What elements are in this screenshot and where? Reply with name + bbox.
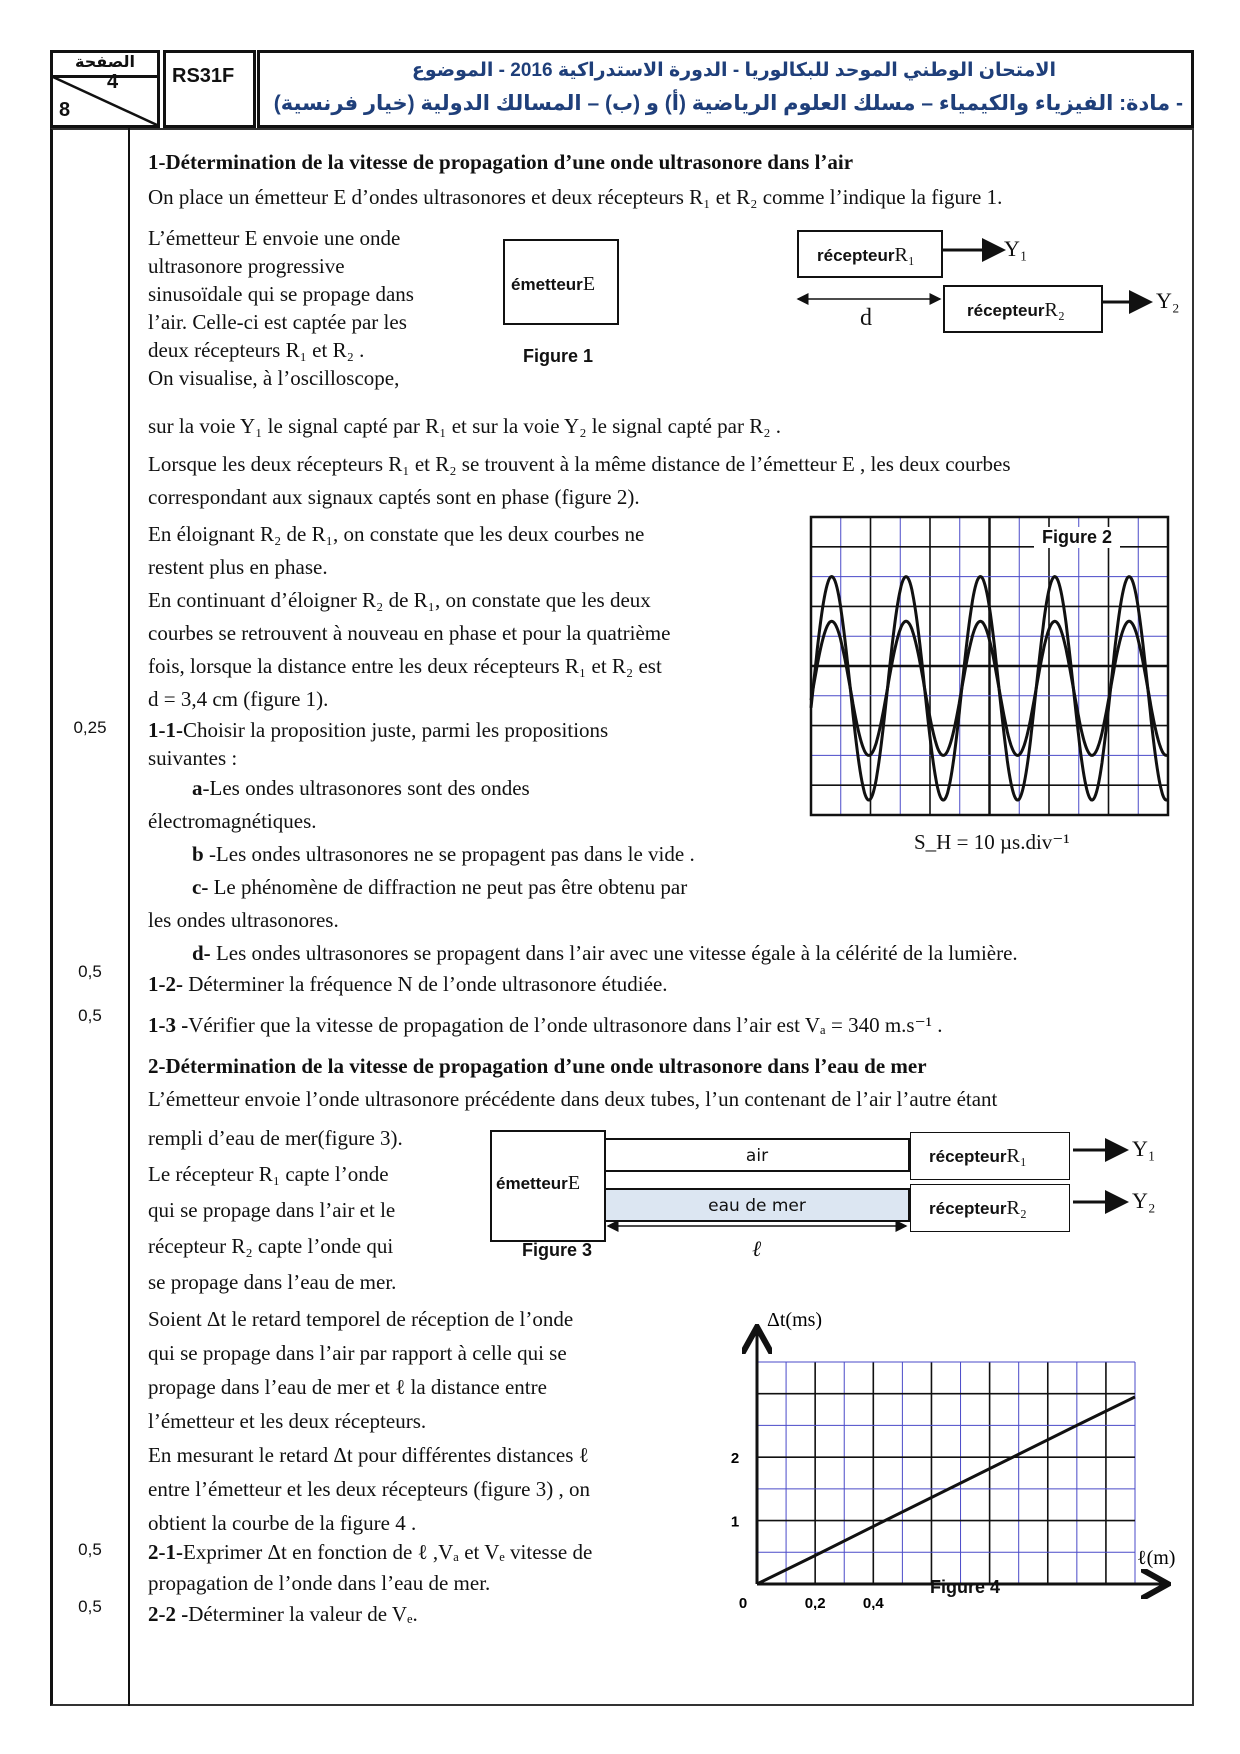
exam-code-box: [163, 50, 256, 128]
figure3-arrows: [600, 1130, 1160, 1250]
question-text: Vérifier que la vitesse de propagation de l’onde ultrasonore dans l’air est Vₐ = 340 m.s⁻¹ .: [188, 1013, 943, 1037]
question-number: 1-1-: [148, 718, 183, 742]
x-axis-label: ℓ(m): [1137, 1547, 1176, 1569]
question-2-1-cont: propagation de l’onde dans l’eau de mer.: [148, 1571, 491, 1595]
y-axis-label: Δt(ms): [767, 1310, 823, 1331]
x-tick-label: 0: [738, 1595, 748, 1610]
part1-paragraph1: [148, 224, 414, 392]
score-column: [50, 128, 130, 1706]
exam-code: RS31F: [172, 65, 235, 87]
figure1-emitter-box: [503, 239, 619, 325]
score-q1-1: 0,25: [73, 718, 107, 737]
text-line: se propage dans l’eau de mer.: [148, 1270, 397, 1294]
question-number: 2-1-: [148, 1540, 183, 1564]
score-q2-1: 0,5: [78, 1540, 102, 1559]
question-number: 1-2-: [148, 972, 183, 996]
receiver1-symbol: R₁: [1006, 1145, 1027, 1167]
question-text: Déterminer la valeur de Vₑ.: [188, 1602, 418, 1626]
emitter-symbol: E: [567, 1172, 581, 1194]
exam-title-line1: الامتحان الوطني الموحد للبكالوريا - الدورة الاستدراكية 2016 - الموضوع: [411, 60, 1056, 81]
text-line: sinusoïdale qui se propage dans: [148, 282, 414, 306]
text-line: Le récepteur R₁ capte l’onde: [148, 1162, 389, 1186]
part1-paragraph4: [148, 518, 670, 716]
emitter-text: émetteur: [511, 275, 583, 294]
x-tick-label: 0,2: [804, 1595, 826, 1610]
text-line: On visualise, à l’oscilloscope,: [148, 366, 400, 390]
part2-heading: 2-Détermination de la vitesse de propagation d’une onde ultrasonore dans l’eau de mer: [148, 1054, 927, 1078]
x-tick-label: 0,4: [862, 1595, 884, 1610]
question-text: Choisir la proposition juste, parmi les propositions: [183, 718, 609, 742]
receiver1-text: récepteur: [929, 1147, 1007, 1166]
receiver2-text: récepteur: [929, 1199, 1007, 1218]
emitter-symbol: E: [582, 273, 596, 295]
text-line: fois, lorsque la distance entre les deux récepteurs R₁ et R₂ est: [148, 654, 662, 678]
figure3-length-label: ℓ: [752, 1236, 762, 1261]
tube-water-label: eau de mer: [708, 1196, 806, 1216]
option-letter: c-: [192, 875, 209, 899]
figure2-sensitivity: S_H = 10 µs.div⁻¹: [914, 830, 1070, 854]
option-text: Le phénomène de diffraction ne peut pas être obtenu par: [208, 875, 688, 899]
text-line: d = 3,4 cm (figure 1).: [148, 687, 329, 711]
emitter-text: émetteur: [496, 1174, 568, 1193]
option-a-cont: électromagnétiques.: [148, 809, 317, 833]
figure2-label: Figure 2: [1034, 527, 1120, 548]
text-line: récepteur R₂ capte l’onde qui: [148, 1234, 394, 1258]
figure1-arrows: [790, 235, 1190, 345]
text-line: L’émetteur E envoie une onde: [148, 226, 401, 250]
question-2-1: [148, 1540, 592, 1564]
question-text: Exprimer Δt en fonction de ℓ ,Vₐ et Vₑ vitesse de: [183, 1540, 593, 1564]
emitter-label: [511, 273, 595, 296]
part2-intro: L’émetteur envoie l’onde ultrasonore précédente dans deux tubes, l’un contenant de l’air l’autre étant: [148, 1087, 998, 1111]
figure3-label: Figure 3: [522, 1240, 593, 1260]
question-number: 1-3 -: [148, 1013, 189, 1037]
receiver2-symbol: R₂: [1006, 1197, 1027, 1219]
exam-title-line2: - مادة: الفيزياء والكيمياء – مسلك العلوم الرياضية (أ) و (ب) – المسالك الدولية (خيار فرنسية): [273, 92, 1183, 115]
part1-intro: On place un émetteur E d’ondes ultrasonores et deux récepteurs R₁ et R₂ comme l’indique la figure 1.: [148, 185, 1003, 209]
text-line: l’émetteur et les deux récepteurs.: [148, 1409, 427, 1433]
receiver2-text: récepteur: [967, 301, 1045, 320]
option-text: -Les ondes ultrasonores sont des ondes: [202, 776, 530, 800]
part1-paragraph3-cont: correspondant aux signaux captés sont en phase (figure 2).: [148, 485, 640, 509]
figure4-label: Figure 4: [930, 1577, 1001, 1597]
figure4-chart: [720, 1310, 1190, 1610]
tube-air-label: air: [745, 1146, 769, 1166]
text-line: entre l’émetteur et les deux récepteurs (figure 3) , on: [148, 1477, 590, 1501]
option-d: [192, 941, 1018, 965]
receiver2-symbol: R₂: [1044, 299, 1065, 321]
option-b: [192, 842, 695, 866]
text-line: rempli d’eau de mer(figure 3).: [148, 1126, 403, 1150]
page-label: الصفحة: [53, 53, 157, 78]
score-q1-3: 0,5: [78, 1006, 102, 1025]
part1-heading: 1-Détermination de la vitesse de propagation d’une onde ultrasonore dans l’air: [148, 150, 854, 174]
option-a: [192, 776, 530, 800]
question-1-2: [148, 972, 668, 996]
question-1-1-cont: suivantes :: [148, 746, 238, 770]
figure1-y1: Y₁: [1004, 236, 1028, 261]
option-letter: a: [192, 776, 203, 800]
text-line: qui se propage dans l’air et le: [148, 1198, 396, 1222]
text-line: deux récepteurs R₁ et R₂ .: [148, 338, 365, 362]
option-text: -Les ondes ultrasonores ne se propagent pas dans le vide .: [203, 842, 695, 866]
figure3-y1: Y₁: [1132, 1136, 1156, 1161]
text-line: l’air. Celle-ci est captée par les: [148, 310, 407, 334]
option-letter: b: [192, 842, 204, 866]
text-line: obtient la courbe de la figure 4 .: [148, 1511, 417, 1535]
exam-title-box: [257, 50, 1194, 128]
figure1-y2: Y₂: [1156, 288, 1180, 313]
figure3-emitter-box: [490, 1130, 606, 1242]
figure1-distance-label: d: [860, 305, 872, 331]
question-1-3: [148, 1013, 942, 1037]
question-text: Déterminer la fréquence N de l’onde ultrasonore étudiée.: [183, 972, 668, 996]
option-c-cont: les ondes ultrasonores.: [148, 908, 339, 932]
question-number: 2-2 -: [148, 1602, 189, 1626]
part2-paragraph2: [148, 1302, 590, 1540]
figure2-oscilloscope: [805, 510, 1175, 830]
question-1-1: [148, 718, 608, 742]
option-letter: d-: [192, 941, 211, 965]
text-line: Soient Δt le retard temporel de réception de l’onde: [148, 1307, 574, 1331]
text-line: En éloignant R₂ de R₁, on constate que les deux courbes ne: [148, 522, 645, 546]
text-line: propage dans l’eau de mer et ℓ la distance entre: [148, 1375, 547, 1399]
option-text: Les ondes ultrasonores se propagent dans l’air avec une vitesse égale à la célérité de la lumière.: [210, 941, 1018, 965]
page-number: 4: [107, 71, 119, 93]
y-tick-label: 1: [730, 1513, 740, 1531]
part1-paragraph2: sur la voie Y₁ le signal capté par R₁ et sur la voie Y₂ le signal capté par R₂ .: [148, 414, 782, 438]
text-line: courbes se retrouvent à nouveau en phase et pour la quatrième: [148, 621, 671, 645]
figure3-y2: Y₂: [1132, 1188, 1156, 1213]
part2-paragraph1: [148, 1120, 403, 1300]
emitter-label: [496, 1172, 580, 1195]
option-c: [192, 875, 687, 899]
page-number-box: [50, 50, 160, 128]
score-q2-2: 0,5: [78, 1597, 102, 1616]
text-line: En continuant d’éloigner R₂ de R₁, on constate que les deux: [148, 588, 651, 612]
question-2-2: [148, 1602, 418, 1626]
text-line: En mesurant le retard Δt pour différentes distances ℓ: [148, 1443, 589, 1467]
receiver1-text: récepteur: [817, 246, 895, 265]
text-line: restent plus en phase.: [148, 555, 328, 579]
score-q1-2: 0,5: [78, 962, 102, 981]
receiver1-symbol: R₁: [894, 244, 915, 266]
page-total: 8: [59, 99, 71, 121]
part1-paragraph3: Lorsque les deux récepteurs R₁ et R₂ se trouvent à la même distance de l’émetteur E , les deux courbes: [148, 452, 1011, 476]
text-line: ultrasonore progressive: [148, 254, 345, 278]
y-tick-label: 2: [730, 1450, 740, 1468]
figure1-label: Figure 1: [523, 346, 594, 366]
text-line: qui se propage dans l’air par rapport à celle qui se: [148, 1341, 567, 1365]
